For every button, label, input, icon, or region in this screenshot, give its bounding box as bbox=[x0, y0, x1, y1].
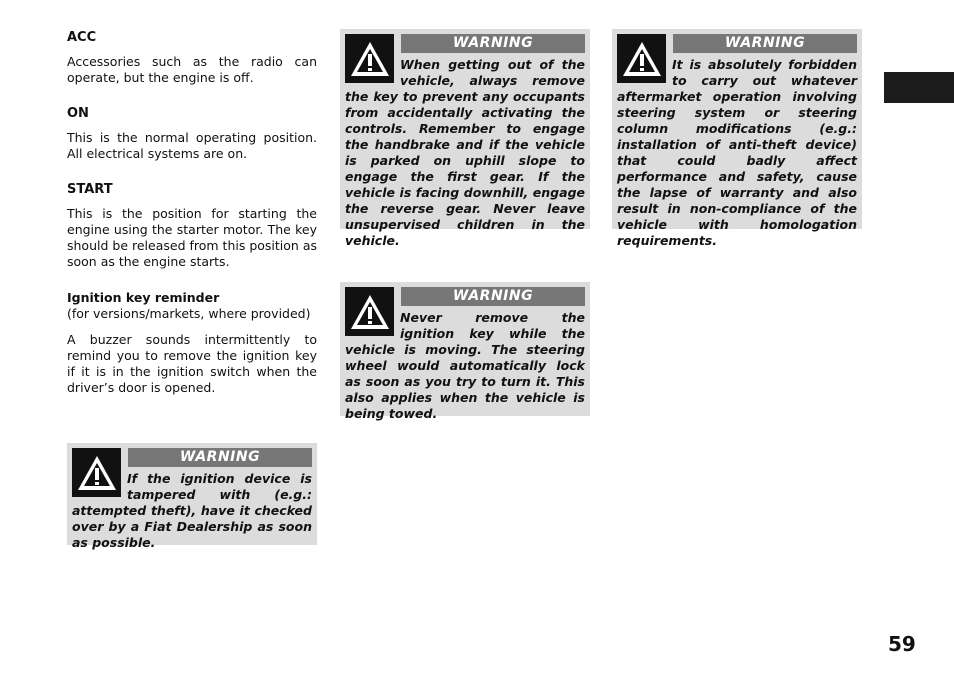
acc-text: Accessories such as the radio can operate, but the engine is off. bbox=[67, 54, 317, 85]
warning-text: It is absolutely forbidden to carry out whatever aftermarket operation involving steering system or steering column modifications (e.g.: installation of anti-theft device) that could badly affect performance and safety, cause the lapse of warranty and also result in non-compliance of the vehicle with homologation requirements. bbox=[617, 57, 857, 248]
page-number: 59 bbox=[888, 632, 916, 656]
warning-triangle-icon bbox=[72, 448, 121, 497]
acc-heading: ACC bbox=[67, 30, 97, 45]
ignition-positions-column bbox=[67, 30, 317, 416]
warning-text: When getting out of the vehicle, always remove the key to prevent any occupants from accidentally activating the controls. Remember to engage the handbrake and if the vehicle is parked on uphill slope to engage the first gear. If the vehicle is facing downhill, engage the reverse gear. Never leave unsupervised children in the vehicle. bbox=[345, 57, 585, 248]
warning-triangle-icon bbox=[345, 287, 394, 336]
warning-label: WARNING bbox=[673, 34, 857, 53]
section-tab-marker bbox=[884, 72, 954, 103]
reminder-note: (for versions/markets, where provided) bbox=[67, 306, 311, 321]
warning-text: If the ignition device is tampered with (e.g.: attempted theft), have it checked over by a Fiat Dealership as soon as possible. bbox=[72, 471, 312, 550]
warning-label: WARNING bbox=[401, 34, 585, 53]
warning-text: Never remove the ignition key while the vehicle is moving. The steering wheel would automatically lock as soon as you try to turn it. This also applies when the vehicle is being towed. bbox=[345, 310, 585, 421]
warning-label: WARNING bbox=[128, 448, 312, 467]
reminder-heading: Ignition key reminder bbox=[67, 290, 220, 305]
on-text: This is the normal operating position. All electrical systems are on. bbox=[67, 130, 317, 161]
warning-box-key-removal bbox=[340, 282, 590, 421]
start-heading: START bbox=[67, 182, 113, 197]
warning-box-tampering bbox=[67, 443, 317, 550]
warning-label: WARNING bbox=[401, 287, 585, 306]
warning-triangle-icon bbox=[345, 34, 394, 83]
start-text: This is the position for starting the engine using the starter motor. The key should be released from this position as soon as the engine starts. bbox=[67, 206, 317, 269]
warning-triangle-icon bbox=[617, 34, 666, 83]
on-heading: ON bbox=[67, 106, 89, 121]
warning-box-leaving-vehicle bbox=[340, 29, 590, 248]
reminder-text: A buzzer sounds intermittently to remind you to remove the ignition key if it is in the ignition switch when the driver’s door is opened. bbox=[67, 332, 317, 395]
warning-box-aftermarket bbox=[612, 29, 862, 248]
